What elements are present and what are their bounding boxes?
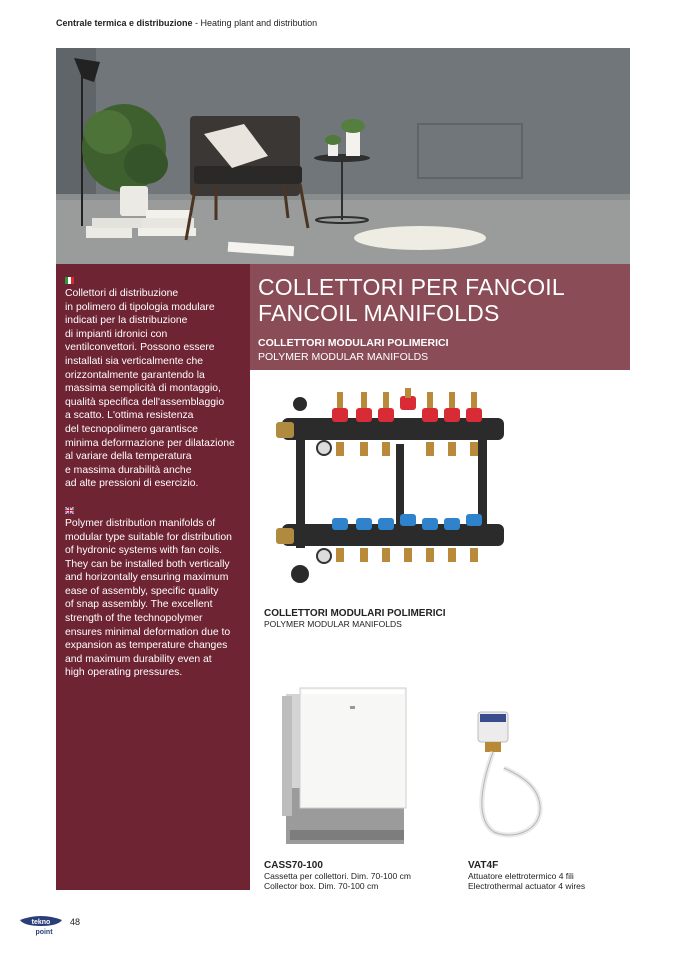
box-code: CASS70-100: [264, 860, 323, 871]
actuator-caption: [468, 861, 585, 891]
section-title-it: Centrale termica e distribuzione: [56, 18, 193, 28]
description-it-line: installati sia verticalmente che: [65, 355, 204, 367]
manifold-name-it: COLLETTORI MODULARI POLIMERICI: [264, 608, 446, 619]
description-en-line: modular type suitable for distribution: [65, 531, 232, 543]
collector-box-image: [282, 684, 410, 852]
description-it-line: minima deformazione per dilatazione: [65, 437, 235, 449]
banner-subtitle-it: COLLETTORI MODULARI POLIMERICI: [258, 337, 449, 349]
page-number: 48: [70, 917, 81, 927]
teknopoint-logo: [18, 912, 64, 936]
page-header: [56, 18, 317, 28]
actuator-code: VAT4F: [468, 860, 499, 871]
actuator-image: [472, 708, 548, 840]
description-it-line: a scatto. L'ottima resistenza: [65, 410, 194, 422]
description-it-line: del tecnopolimero garantisce: [65, 423, 198, 435]
description-it-line: Collettori di distribuzione: [65, 288, 179, 299]
description-en-line: of snap assembly. The excellent: [65, 599, 213, 611]
description-it-line: indicati per la distribuzione: [65, 315, 188, 327]
banner-title-it: COLLETTORI PER FANCOIL: [258, 274, 565, 300]
section-title-en: - Heating plant and distribution: [192, 18, 318, 28]
description-it-line: ventilconvettori. Possono essere: [65, 342, 215, 354]
logo-text-bottom: point: [35, 929, 53, 936]
box-caption: [264, 861, 411, 891]
description-en-line: expansion as temperature changes: [65, 640, 228, 652]
description-it-line: al variare della temperatura: [65, 451, 192, 463]
description-it-line: orizzontalmente garantendo la: [65, 369, 205, 381]
description-it-line: qualità specifica dell'assemblaggio: [65, 396, 225, 408]
description-en-line: strength of the technopolymer: [65, 613, 203, 625]
description-en: [56, 517, 250, 680]
description-en-line: and maximum durability even at: [65, 653, 212, 665]
description-en-line: of hydronic systems with fan coils.: [65, 545, 223, 557]
description-panel: [56, 264, 250, 890]
description-en-line: Polymer distribution manifolds of: [65, 517, 216, 529]
description-it-line: ad alte pressioni di esercizio.: [65, 478, 199, 490]
living-room-illustration: [56, 48, 630, 264]
description-en-line: and horizontally ensuring maximum: [65, 572, 229, 584]
description-it-line: in polimero di tipologia modulare: [65, 301, 215, 313]
description-it: [56, 287, 250, 491]
box-desc-en: Collector box. Dim. 70-100 cm: [264, 881, 379, 891]
manifold-name-en: POLYMER MODULAR MANIFOLDS: [264, 619, 402, 629]
description-en-line: ease of assembly, specific quality: [65, 585, 219, 597]
description-en-line: They can be installed both vertically: [65, 558, 230, 570]
italian-flag-icon: [65, 277, 74, 284]
section-banner: [250, 264, 630, 370]
banner-title-en: FANCOIL MANIFOLDS: [258, 300, 500, 326]
manifold-caption: [264, 609, 445, 629]
description-en-line: high operating pressures.: [65, 667, 183, 679]
description-it-line: di impianti idronici con: [65, 328, 168, 340]
box-desc-it: Cassetta per collettori. Dim. 70-100 cm: [264, 871, 411, 881]
description-it-line: e massima durabilità anche: [65, 464, 192, 476]
description-it-line: massima semplicità di montaggio,: [65, 383, 221, 395]
manifold-image: [272, 384, 512, 590]
actuator-desc-it: Attuatore elettrotermico 4 fili: [468, 871, 574, 881]
description-en-line: ensures minimal deformation due to: [65, 626, 231, 638]
actuator-desc-en: Electrothermal actuator 4 wires: [468, 881, 586, 891]
banner-subtitle-en: POLYMER MODULAR MANIFOLDS: [258, 351, 429, 363]
hero-photo: [56, 48, 630, 264]
logo-text-top: tekno: [31, 919, 51, 926]
uk-flag-icon: [65, 507, 74, 514]
